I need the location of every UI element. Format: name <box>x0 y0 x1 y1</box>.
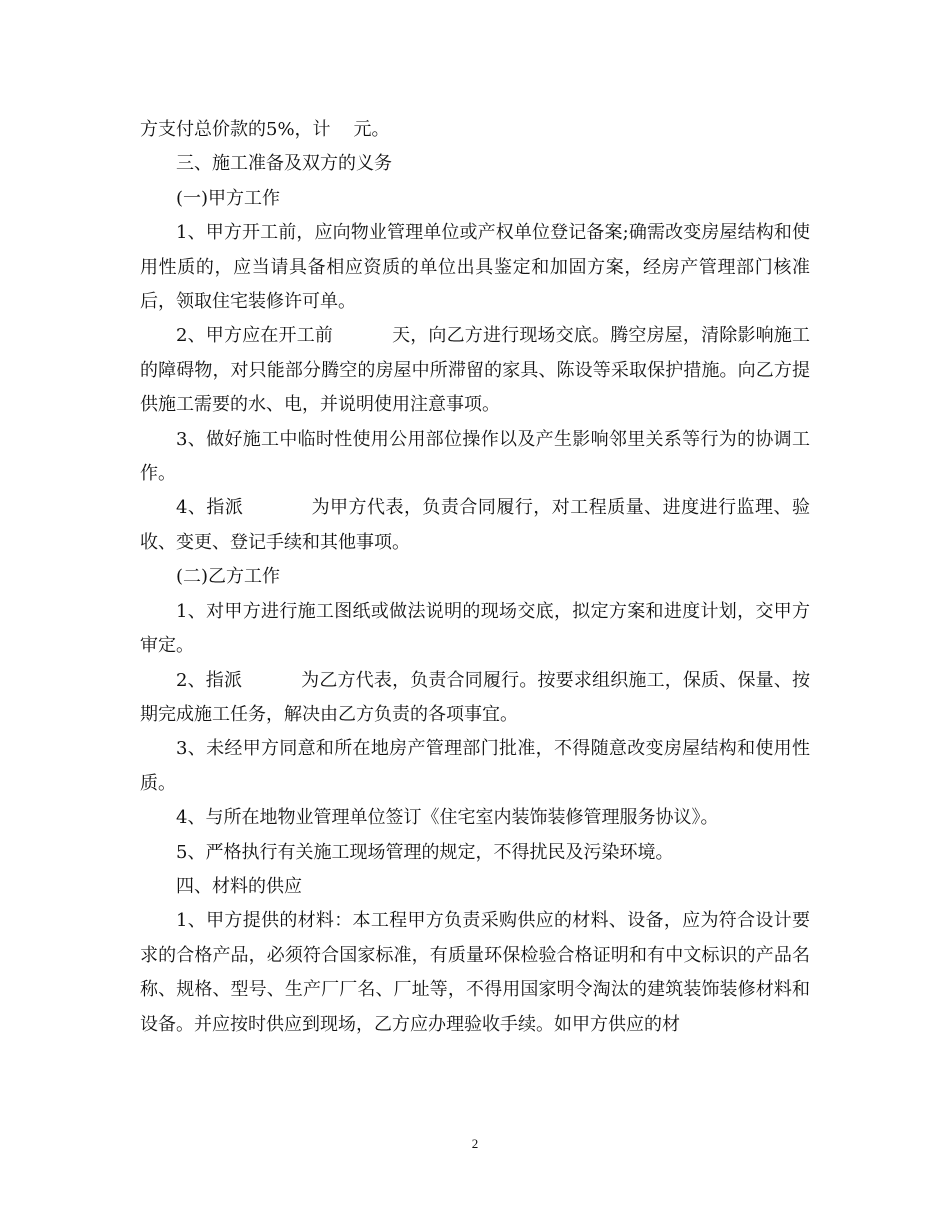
subheading-party-a-work: (一)甲方工作 <box>176 187 281 209</box>
paragraph-party-a-item-1: 1、甲方开工前，应向物业管理单位或产权单位登记备案;确需改变房屋结构和使用性质的，应当请具备相应资质的单位出具鉴定和加固方案，经房产管理部门核准后，领取住宅装修许可单。 <box>140 222 810 313</box>
paragraph-party-b-item-2: 2、指派 为乙方代表，负责合同履行。按要求组织施工，保质、保量、按期完成施工任务，解决由乙方负责的各项事宜。 <box>140 669 810 725</box>
section-heading-material-supply: 四、材料的供应 <box>176 875 302 897</box>
subheading-party-b-work: (二)乙方工作 <box>176 566 281 588</box>
paragraph-party-b-item-1: 1、对甲方进行施工图纸或做法说明的现场交底，拟定方案和进度计划，交甲方审定。 <box>140 600 810 657</box>
paragraph-party-b-item-3: 3、未经甲方同意和所在地房产管理部门批准，不得随意改变房屋结构和使用性质。 <box>140 738 810 794</box>
section-heading-construction-prep: 三、施工准备及双方的义务 <box>176 153 392 175</box>
document-body <box>140 113 810 1042</box>
paragraph-party-a-item-3: 3、做好施工中临时性使用公用部位操作以及产生影响邻里关系等行为的协调工作。 <box>140 428 810 485</box>
paragraph-party-a-item-4: 4、指派 为甲方代表，负责合同履行，对工程质量、进度进行监理、验收、变更、登记手续和其他事项。 <box>140 497 810 553</box>
paragraph-material-item-1: 1、甲方提供的材料：本工程甲方负责采购供应的材料、设备，应为符合设计要求的合格产品，必须符合国家标准，有质量环保检验合格证明和有中文标识的产品名称、规格、型号、生产厂厂名、厂址等，不得用国家明令淘汰的建筑装饰装修材料和设备。并应按时供应到现场，乙方应办理验收手续。如甲方供应的材 <box>140 910 810 1035</box>
paragraph-payment-continuation: 方支付总价款的5%，计 元。 <box>140 119 390 140</box>
page-number: 2 <box>471 1136 479 1151</box>
paragraph-party-b-item-5: 5、严格执行有关施工现场管理的规定，不得扰民及污染环境。 <box>176 841 674 863</box>
paragraph-party-b-item-4: 4、与所在地物业管理单位签订《住宅室内装饰装修管理服务协议》。 <box>176 807 719 829</box>
paragraph-party-a-item-2: 2、甲方应在开工前 天，向乙方进行现场交底。腾空房屋，清除影响施工的障碍物，对只能部分腾空的房屋中所滞留的家具、陈设等采取保护措施。向乙方提供施工需要的水、电，并说明使用注意事项。 <box>140 325 810 416</box>
